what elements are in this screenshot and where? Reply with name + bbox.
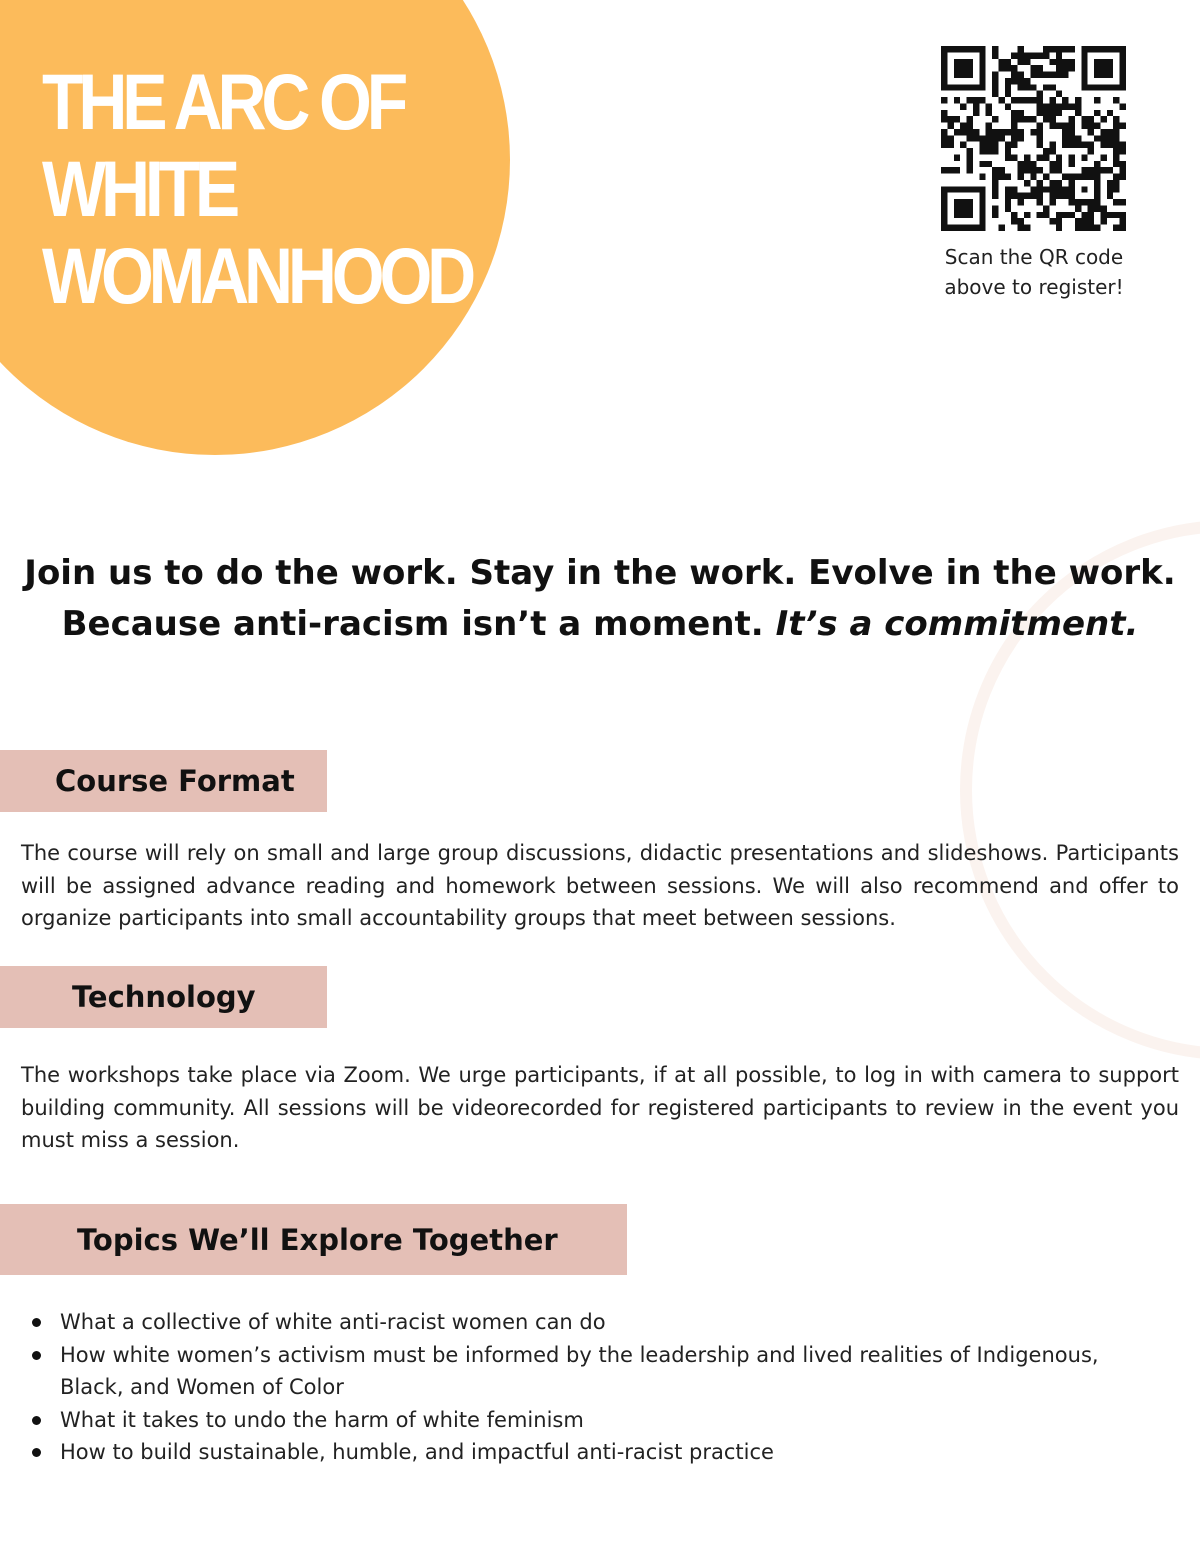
topics-heading: [0, 1204, 627, 1275]
technology-heading-label: Technology: [72, 980, 256, 1014]
qr-caption: [918, 242, 1150, 302]
bullet-icon: [32, 1351, 41, 1360]
bullet-icon: [32, 1318, 41, 1327]
tagline-line-2: [0, 599, 1200, 650]
course-format-heading: [0, 750, 327, 812]
qr-code-icon[interactable]: [941, 46, 1126, 231]
tagline: [0, 548, 1200, 650]
bullet-icon: [32, 1416, 41, 1425]
technology-heading: [0, 966, 327, 1028]
tagline-emphasis: It’s a commitment.: [775, 604, 1139, 644]
topic-text: How white women’s activism must be informed by the leadership and lived realities of Indigenous, Black, and Women of Color: [60, 1342, 1099, 1399]
course-format-heading-label: Course Format: [55, 764, 295, 798]
list-item: [32, 1339, 1152, 1404]
title-line-2: WHITE: [42, 144, 236, 233]
course-format-text: The course will rely on small and large group discussions, didactic presentations and slideshows. Participants will be assigned advance reading and homework between sessions. We will also recommend and offer to organize participants into small accountability groups that meet between sessions.: [21, 841, 1179, 930]
topic-text: What a collective of white anti-racist women can do: [60, 1310, 606, 1334]
tagline-statement: Because anti-racism isn’t a moment.: [61, 604, 764, 644]
qr-caption-line-2: above to register!: [944, 275, 1124, 299]
title-line-1: THE ARC OF: [42, 57, 404, 146]
list-item: [32, 1404, 1152, 1437]
bullet-icon: [32, 1448, 41, 1457]
list-item: [32, 1436, 1152, 1469]
list-item: [32, 1306, 1152, 1339]
tagline-line-1: Join us to do the work. Stay in the work. Evolve in the work.: [24, 553, 1176, 593]
title-line-3: WOMANHOOD: [42, 231, 472, 320]
topics-list: [32, 1306, 1152, 1469]
topic-text: How to build sustainable, humble, and impactful anti-racist practice: [60, 1440, 774, 1464]
technology-text: The workshops take place via Zoom. We urge participants, if at all possible, to log in with camera to support building community. All sessions will be videorecorded for registered participants to review in the event you must miss a session.: [21, 1063, 1179, 1152]
page-title: [42, 58, 471, 319]
topics-heading-label: Topics We’ll Explore Together: [77, 1222, 558, 1257]
qr-caption-line-1: Scan the QR code: [944, 245, 1124, 269]
topic-text: What it takes to undo the harm of white feminism: [60, 1407, 584, 1432]
